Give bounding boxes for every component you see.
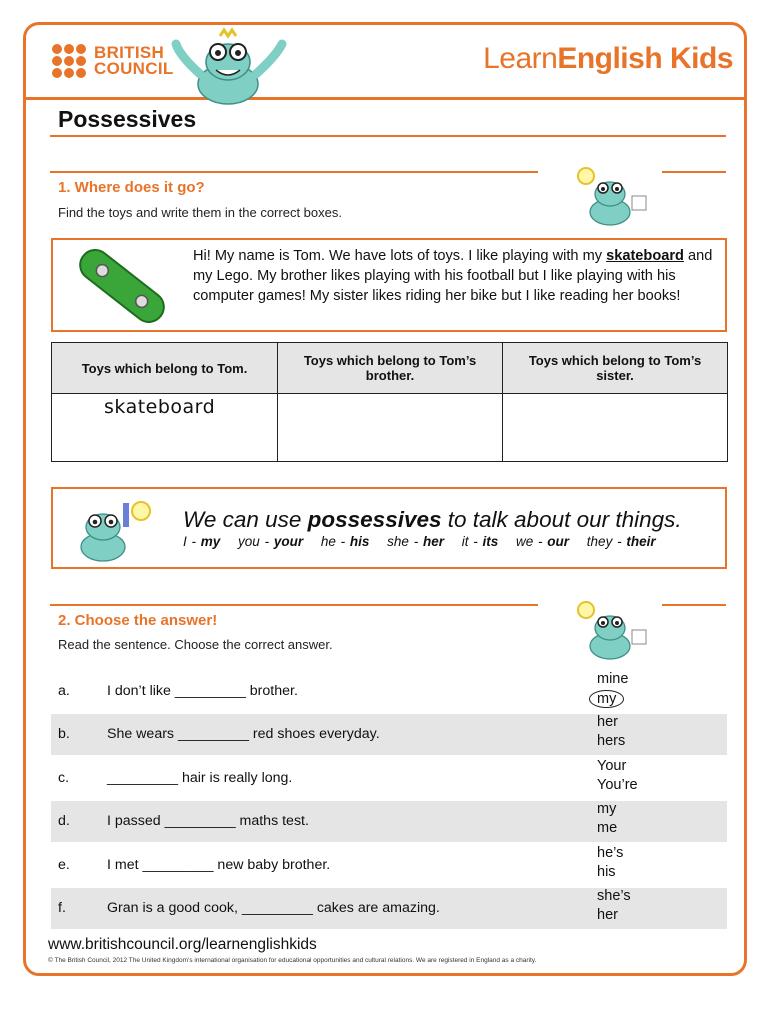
answer-option[interactable]: Your (597, 758, 627, 774)
section1-divider-left (50, 171, 538, 173)
monster-idea-icon (73, 495, 163, 563)
question-row (51, 845, 727, 886)
answer-option[interactable]: his (597, 864, 616, 880)
answer-option[interactable]: mine (597, 671, 629, 687)
question-row (51, 888, 727, 929)
pair: we - our (516, 534, 570, 549)
question-sentence: Gran is a good cook, _________ cakes are amazing. (107, 900, 440, 916)
question-row (51, 801, 727, 842)
answer-option[interactable]: he’s (597, 845, 624, 861)
question-row (51, 671, 727, 712)
story-text (193, 246, 721, 306)
toys-header-tom: Toys which belong to Tom. (52, 343, 278, 394)
answer-option[interactable]: her (597, 714, 618, 730)
story-highlight: skateboard (606, 248, 684, 264)
question-row (51, 714, 727, 755)
bc-line1: BRITISH (94, 43, 165, 62)
logo-learn: Learn (483, 42, 558, 75)
british-council-dots-icon (52, 44, 88, 78)
question-sentence: She wears _________ red shoes everyday. (107, 726, 380, 742)
toys-header-brother: Toys which belong to Tom’s brother. (278, 343, 503, 394)
pair: he - his (320, 534, 370, 549)
bc-line2: COUNCIL (94, 59, 174, 78)
answer-option[interactable]: her (597, 907, 618, 923)
toys-table (51, 342, 728, 462)
section2-divider-right (662, 604, 726, 606)
question-sentence: I don’t like _________ brother. (107, 683, 298, 699)
possessives-info-box (51, 487, 727, 569)
question-letter: f. (58, 900, 66, 916)
section2-title: 2. Choose the answer! (58, 612, 218, 629)
pair: they - their (586, 534, 656, 549)
answer-option[interactable]: me (597, 820, 618, 836)
question-row (51, 758, 727, 799)
monster-mascot-icon (170, 26, 288, 106)
question-letter: e. (58, 857, 70, 873)
statement-bold: possessives (307, 507, 442, 532)
toys-answer-brother[interactable] (278, 394, 503, 462)
section1-instruction: Find the toys and write them in the correct boxes. (58, 205, 342, 220)
possessives-statement (183, 507, 682, 533)
question-sentence: I met _________ new baby brother. (107, 857, 331, 873)
answer-option[interactable]: my (597, 801, 617, 817)
learnenglish-kids-logo (483, 42, 733, 76)
answer-option[interactable]: she’s (597, 888, 631, 904)
statement-start: We can use (183, 507, 308, 532)
question-letter: b. (58, 726, 70, 742)
question-sentence: I passed _________ maths test. (107, 813, 309, 829)
toys-answer-tom[interactable]: skateboard (52, 394, 278, 462)
pair: it - its (461, 534, 499, 549)
question-letter: a. (58, 683, 70, 699)
question-sentence: _________ hair is really long. (107, 770, 293, 786)
title-divider (50, 135, 726, 137)
toys-header-sister: Toys which belong to Tom’s sister. (503, 343, 728, 394)
pair: I - my (183, 534, 221, 549)
story-before: Hi! My name is Tom. We have lots of toys. I like playing with my (193, 248, 607, 264)
section1-title: 1. Where does it go? (58, 179, 205, 196)
section2-instruction: Read the sentence. Choose the correct answer. (58, 637, 333, 652)
answer-option-circled[interactable]: my (589, 690, 624, 708)
answer-option[interactable]: You’re (597, 777, 638, 793)
monster-lightbulb-icon (570, 162, 654, 228)
section2-divider-left (50, 604, 538, 606)
question-letter: d. (58, 813, 70, 829)
section1-divider-right (662, 171, 726, 173)
answer-option[interactable]: hers (597, 733, 626, 749)
story-box (51, 238, 727, 332)
pair: you - your (238, 534, 304, 549)
skateboard-icon (67, 244, 177, 328)
footer-url[interactable]: www.britishcouncil.org/learnenglishkids (48, 936, 317, 953)
pair: she - her (387, 534, 444, 549)
british-council-logo (52, 44, 174, 78)
statement-end: to talk about our things. (441, 507, 682, 532)
page-title: Possessives (58, 106, 197, 132)
header-divider (26, 97, 744, 100)
monster-lightbulb-icon (570, 596, 654, 662)
footer-copyright: © The British Council, 2012 The United Kingdom’s international organisation for educational opportunities and cultural relations. We are registered in England as a charity. (48, 957, 537, 964)
toys-answer-sister[interactable] (503, 394, 728, 462)
possessive-pairs (183, 534, 669, 549)
question-letter: c. (58, 770, 70, 786)
logo-english-kids: English Kids (557, 42, 733, 75)
story-after: and my Lego. My brother likes playing with his football but I like playing with his computer games! My sister likes riding her bike but I like reading her books! (193, 248, 713, 304)
